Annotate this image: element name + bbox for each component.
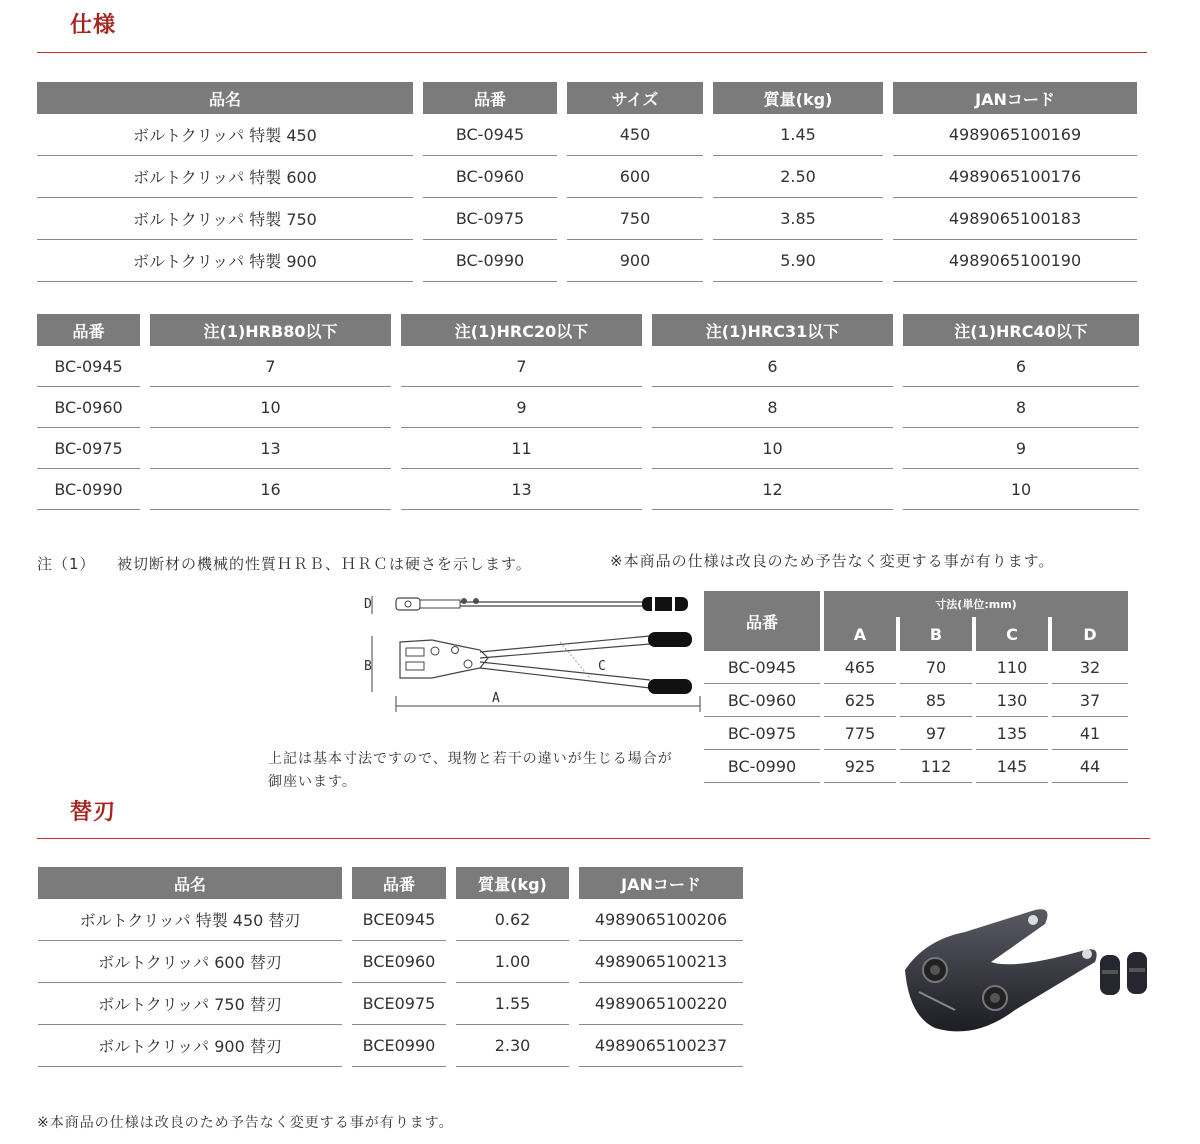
diagram-label-a: A (492, 691, 500, 706)
specs-cell-jan: 4989065100183 (893, 198, 1137, 240)
blades-cell-jan: 4989065100237 (579, 1025, 743, 1067)
dimension-header-code: 品番 (704, 591, 820, 651)
table-row (704, 684, 1128, 717)
specs-cell-jan: 4989065100169 (893, 114, 1137, 156)
capacity-cell-code: BC-0975 (37, 428, 140, 469)
capacity-cell-hrc31: 8 (652, 387, 893, 428)
specs-cell-weight: 2.50 (713, 156, 883, 198)
footer-change-notice: ※本商品の仕様は改良のため予告なく変更する事が有ります。 (37, 1115, 454, 1131)
dimension-note (268, 748, 673, 794)
blades-cell-jan: 4989065100220 (579, 983, 743, 1025)
capacity-cell-code: BC-0960 (37, 387, 140, 428)
capacity-cell-hrc20: 13 (401, 469, 642, 510)
capacity-header-hrc31: 注(1)HRC31以下 (652, 314, 893, 346)
capacity-cell-hrb80: 16 (150, 469, 391, 510)
capacity-cell-hrb80: 7 (150, 346, 391, 387)
dimension-table-header (704, 591, 1128, 617)
dimension-header-a: A (824, 617, 896, 651)
side-view-drawing (372, 596, 688, 614)
dimension-note-line2: 御座います。 (268, 774, 357, 790)
hardness-note-text: 被切断材の機械的性質ＨＲＢ、ＨＲＣは硬さを示します。 (117, 555, 532, 573)
table-row (37, 198, 1137, 240)
dimension-header-group: 寸法(単位:mm) (824, 591, 1128, 617)
dimension-cell-a: 925 (824, 750, 896, 783)
blades-cell-name: ボルトクリッパ 900 替刃 (38, 1025, 342, 1067)
specs-cell-size: 600 (567, 156, 703, 198)
specs-header-code: 品番 (423, 82, 557, 114)
diagram-label-c: C (598, 659, 606, 674)
blades-cell-weight: 1.55 (456, 983, 569, 1025)
dimension-cell-d: 37 (1052, 684, 1128, 717)
specs-cell-jan: 4989065100190 (893, 240, 1137, 282)
table-row (38, 941, 743, 983)
specs-header-name: 品名 (37, 82, 413, 114)
dimension-cell-b: 97 (900, 717, 972, 750)
capacity-header-code: 品番 (37, 314, 140, 346)
specs-header-size: サイズ (567, 82, 703, 114)
diagram-label-d: D (364, 597, 372, 612)
capacity-cell-hrc40: 9 (903, 428, 1139, 469)
blades-header-name: 品名 (38, 867, 342, 899)
dimension-header-d: D (1052, 617, 1128, 651)
table-row (38, 1025, 743, 1067)
table-row (37, 156, 1137, 198)
capacity-header-hrc40: 注(1)HRC40以下 (903, 314, 1139, 346)
blades-cell-code: BCE0945 (352, 899, 446, 941)
blades-cell-code: BCE0960 (352, 941, 446, 983)
capacity-cell-hrc31: 6 (652, 346, 893, 387)
dimension-cell-a: 775 (824, 717, 896, 750)
blades-table (28, 867, 753, 1067)
capacity-header-hrc20: 注(1)HRC20以下 (401, 314, 642, 346)
specs-cell-code: BC-0945 (423, 114, 557, 156)
dimension-cell-c: 135 (976, 717, 1048, 750)
table-row (37, 346, 1139, 387)
table-row (704, 717, 1128, 750)
dimension-cell-c: 130 (976, 684, 1048, 717)
change-notice: ※本商品の仕様は改良のため予告なく変更する事が有ります。 (610, 552, 1055, 570)
specs-cell-name: ボルトクリッパ 特製 900 (37, 240, 413, 282)
blades-cell-weight: 2.30 (456, 1025, 569, 1067)
specs-section-rule (37, 52, 1147, 53)
dimension-cell-b: 70 (900, 651, 972, 684)
dimension-cell-b: 112 (900, 750, 972, 783)
dimension-cell-code: BC-0945 (704, 651, 820, 684)
dimension-cell-c: 110 (976, 651, 1048, 684)
specs-cell-weight: 5.90 (713, 240, 883, 282)
capacity-cell-hrc20: 7 (401, 346, 642, 387)
blades-cell-weight: 0.62 (456, 899, 569, 941)
capacity-header-hrb80: 注(1)HRB80以下 (150, 314, 391, 346)
blades-cell-code: BCE0990 (352, 1025, 446, 1067)
dimension-cell-a: 625 (824, 684, 896, 717)
dimension-header-b: B (900, 617, 972, 651)
capacity-cell-hrb80: 13 (150, 428, 391, 469)
hardness-note-label: 注（1） (37, 555, 96, 573)
dimension-cell-d: 41 (1052, 717, 1128, 750)
specs-cell-code: BC-0975 (423, 198, 557, 240)
capacity-cell-hrc40: 10 (903, 469, 1139, 510)
dimension-cell-b: 85 (900, 684, 972, 717)
specs-cell-name: ボルトクリッパ 特製 450 (37, 114, 413, 156)
blades-section-rule (37, 838, 1150, 839)
specs-cell-size: 750 (567, 198, 703, 240)
table-row (37, 240, 1137, 282)
specs-table (27, 82, 1147, 282)
specs-cell-jan: 4989065100176 (893, 156, 1137, 198)
blades-section-title: 替刃 (70, 800, 117, 825)
specs-cell-size: 450 (567, 114, 703, 156)
table-row (37, 428, 1139, 469)
specs-section-title: 仕様 (70, 13, 117, 38)
specs-header-jan: JANコード (893, 82, 1137, 114)
front-view-drawing (372, 632, 700, 712)
capacity-cell-hrc40: 8 (903, 387, 1139, 428)
blades-cell-name: ボルトクリッパ 750 替刃 (38, 983, 342, 1025)
table-row (38, 983, 743, 1025)
capacity-cell-hrc20: 9 (401, 387, 642, 428)
capacity-cell-code: BC-0990 (37, 469, 140, 510)
table-row (37, 114, 1137, 156)
dimension-cell-code: BC-0990 (704, 750, 820, 783)
capacity-cell-hrc20: 11 (401, 428, 642, 469)
table-row (704, 750, 1128, 783)
specs-cell-name: ボルトクリッパ 特製 600 (37, 156, 413, 198)
table-row (38, 899, 743, 941)
specs-cell-code: BC-0960 (423, 156, 557, 198)
capacity-cell-hrc31: 10 (652, 428, 893, 469)
table-row (704, 651, 1128, 684)
table-row (37, 387, 1139, 428)
specs-cell-weight: 1.45 (713, 114, 883, 156)
blades-cell-jan: 4989065100213 (579, 941, 743, 983)
dimension-cell-d: 32 (1052, 651, 1128, 684)
blades-header-jan: JANコード (579, 867, 743, 899)
dimension-cell-code: BC-0960 (704, 684, 820, 717)
blades-cell-name: ボルトクリッパ 600 替刃 (38, 941, 342, 983)
bolt-clipper-diagram (360, 588, 705, 723)
specs-cell-name: ボルトクリッパ 特製 750 (37, 198, 413, 240)
capacity-table-header (37, 314, 1139, 346)
diagram-label-b: B (364, 659, 372, 674)
blades-header-code: 品番 (352, 867, 446, 899)
specs-cell-size: 900 (567, 240, 703, 282)
blades-table-header (38, 867, 743, 899)
specs-header-weight: 質量(kg) (713, 82, 883, 114)
dimension-cell-code: BC-0975 (704, 717, 820, 750)
capacity-cell-code: BC-0945 (37, 346, 140, 387)
blades-header-weight: 質量(kg) (456, 867, 569, 899)
dimension-cell-c: 145 (976, 750, 1048, 783)
blades-cell-name: ボルトクリッパ 特製 450 替刃 (38, 899, 342, 941)
blades-cell-jan: 4989065100206 (579, 899, 743, 941)
blades-cell-code: BCE0975 (352, 983, 446, 1025)
blades-cell-weight: 1.00 (456, 941, 569, 983)
capacity-table (27, 314, 1149, 510)
dimension-cell-d: 44 (1052, 750, 1128, 783)
dimension-cell-a: 465 (824, 651, 896, 684)
capacity-cell-hrc31: 12 (652, 469, 893, 510)
specs-cell-code: BC-0990 (423, 240, 557, 282)
specs-cell-weight: 3.85 (713, 198, 883, 240)
dimension-table (700, 591, 1132, 783)
specs-table-header (37, 82, 1137, 114)
replacement-blade-photo (895, 900, 1165, 1050)
table-row (37, 469, 1139, 510)
capacity-cell-hrc40: 6 (903, 346, 1139, 387)
dimension-note-line1: 上記は基本寸法ですので、現物と若干の違いが生じる場合が (268, 751, 673, 767)
capacity-cell-hrb80: 10 (150, 387, 391, 428)
dimension-header-c: C (976, 617, 1048, 651)
